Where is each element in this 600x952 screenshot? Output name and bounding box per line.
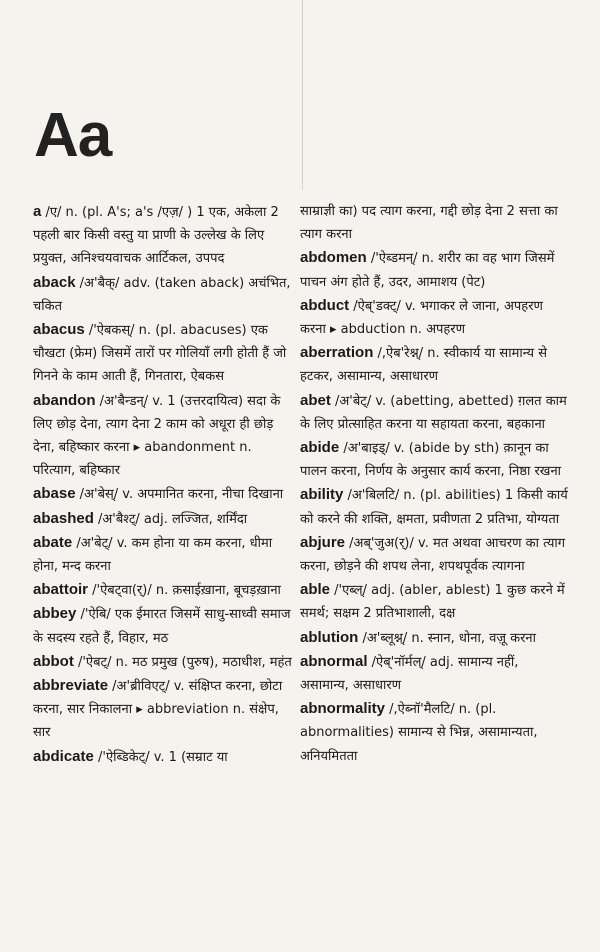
dictionary-entry [300, 389, 570, 436]
entry-definition: /,ऐब'रेश्न्/ n. स्वीकार्य या सामान्य से हटकर, असामान्य, असाधारण [300, 346, 548, 385]
dictionary-entry [300, 436, 570, 483]
entry-definition: /'ऐबट्/ n. मठ प्रमुख (पुरुष), मठाधीश, महंत [73, 654, 292, 670]
dictionary-entry [33, 271, 295, 318]
entry-definition: /'ऐबट्वा(र्)/ n. क़साईख़ाना, बूचड़ख़ाना [88, 583, 281, 599]
entry-definition: /'ऐबकस्/ n. (pl. abacuses) एक चौखटा (फ्रेम) जिसमें तारों पर गोलियाँ लगी होती हैं जो गिनने के काम आती हैं, गिनतारा, ऐबकस [33, 323, 287, 385]
entry-definition: /'ऐब्डमन्/ n. शरीर का वह भाग जिसमें पाचन अंग होते हैं, उदर, आमाशय (पेट) [300, 251, 555, 290]
entry-definition: /अब्'जुअ(र्)/ v. मत अथवा आचरण का त्याग करना, छोड़ने की शपथ लेना, शपथपूर्वक त्यागना [300, 535, 566, 575]
dictionary-entry [300, 483, 570, 530]
entry-definition: /ऐब्'डक्ट्/ v. भगाकर ले जाना, अपहरण करना ▸ abduction n. अपहरण [300, 298, 543, 338]
headword: abbreviate [33, 677, 109, 695]
headword: abnormality [300, 700, 386, 718]
headword: abnormal [300, 652, 368, 670]
dictionary-entry [33, 389, 295, 483]
dictionary-entry [300, 650, 570, 697]
left-column [33, 200, 295, 769]
dictionary-entry [300, 626, 570, 650]
headword: abide [300, 439, 340, 457]
entry-definition: /अ'ब्रीविएट्/ v. संक्षिप्त करना, छोटा करना, सार निकालना ▸ abbreviation n. संक्षेप, सार [33, 679, 283, 741]
dictionary-entry [33, 507, 295, 531]
headword: ablution [300, 628, 359, 646]
entry-definition: /,ऐब्नॉ'मैलटि/ n. (pl. abnormalities) सामान्य से भिन्न, असामान्यता, अनियमितता [300, 702, 538, 764]
entry-definition: /अ'बेट्/ v. (abetting, abetted) ग़लत काम के लिए प्रोत्साहित करना या सहायता करना, बहकाना [300, 393, 567, 432]
dictionary-entry [33, 318, 295, 389]
dictionary-entry [33, 602, 295, 649]
dictionary-entry [300, 200, 570, 246]
entry-definition: /अ'ब्लूश्न्/ n. स्नान, धोना, वज़ू करना [358, 630, 537, 646]
headword: a [33, 203, 42, 220]
entry-definition: /'ऐब्डिकेट्/ v. 1 (सम्राट या [93, 749, 228, 765]
headword: abate [33, 533, 73, 551]
entry-definition: /'एब्ल्/ adj. (abler, ablest) 1 कुछ करने में समर्थ; सक्षम 2 प्रतिभाशाली, दक्ष [300, 583, 565, 622]
entry-definition: /अ'बेस्/ v. अपमानित करना, नीचा दिखाना [75, 487, 284, 503]
dictionary-entry [300, 578, 570, 625]
headword: abjure [300, 533, 346, 551]
headword: abdicate [33, 747, 94, 765]
dictionary-entry [33, 531, 295, 578]
entry-definition: /अ'बैक्/ adv. (taken aback) अचंभित, चकित [33, 275, 291, 314]
dictionary-entry [33, 200, 295, 271]
headword: abattoir [33, 581, 89, 599]
dictionary-entry [300, 341, 570, 388]
dictionary-entry [300, 246, 570, 293]
headword: aberration [300, 344, 374, 362]
section-heading: Aa [34, 101, 112, 170]
entry-definition: /अ'बाइड्/ v. (abide by sth) क़ानून का पालन करना, निर्णय के अनुसार कार्य करना, निष्ठा रखना [300, 441, 562, 480]
column-rule [302, 0, 303, 190]
headword: abduct [300, 296, 350, 314]
entry-definition: /अ'बैन्डन्/ v. 1 (उत्तरदायित्व) सदा के लिए छोड़ देना, त्याग देना 2 काम को अधूरा ही छोड़ देना, बहिष्कार करना ▸ abandonment n. परित्याग, बहिष्कार [33, 393, 281, 479]
entry-definition: /अ'बेट्/ v. कम होना या कम करना, धीमा होना, मन्द करना [33, 535, 273, 575]
entry-definition: साम्राज्ञी का) पद त्याग करना, गद्दी छोड़ देना 2 सत्ता का त्याग करना [300, 204, 558, 243]
dictionary-entry [300, 697, 570, 768]
dictionary-entry [300, 531, 570, 578]
dictionary-entry [33, 650, 295, 674]
dictionary-entry [300, 294, 570, 341]
entry-definition: /ऐब्'नॉर्मल्/ adj. सामान्य नहीं, असामान्य, असाधारण [300, 654, 519, 694]
right-column [300, 200, 570, 768]
dictionary-entry [33, 674, 295, 745]
dictionary-entry [33, 745, 295, 769]
headword: abbot [33, 652, 74, 670]
dictionary-entry [33, 578, 295, 602]
headword: abashed [33, 509, 94, 527]
headword: abet [300, 391, 331, 409]
headword: abandon [33, 391, 96, 409]
entry-definition: /'ऐबि/ एक ईमारत जिसमें साधु-साध्वी समाज के सदस्य रहते हैं, विहार, मठ [33, 607, 291, 646]
headword: abbey [33, 605, 77, 623]
headword: abacus [33, 321, 85, 339]
entry-definition: /अ'बैश्ट्/ adj. लज्जित, शर्मिंदा [93, 511, 248, 527]
headword: aback [33, 273, 76, 291]
headword: able [300, 581, 331, 599]
headword: abdomen [300, 249, 367, 267]
entry-definition: /अ'बिलटि/ n. (pl. abilities) 1 किसी कार्य को करने की शक्ति, क्षमता, प्रवीणता 2 प्रतिभा, योग्यता [300, 488, 568, 527]
entry-definition: /ए/ n. (pl. A's; a's /एज़/ ) 1 एक, अकेला 2 पहली बार किसी वस्तु या प्राणी के उल्लेख के लिए प्रयुक्त, अनिश्चयवाचक आर्टिकल, उपपद [33, 205, 279, 267]
headword: ability [300, 486, 344, 504]
headword: abase [33, 485, 76, 503]
dictionary-entry [33, 482, 295, 506]
